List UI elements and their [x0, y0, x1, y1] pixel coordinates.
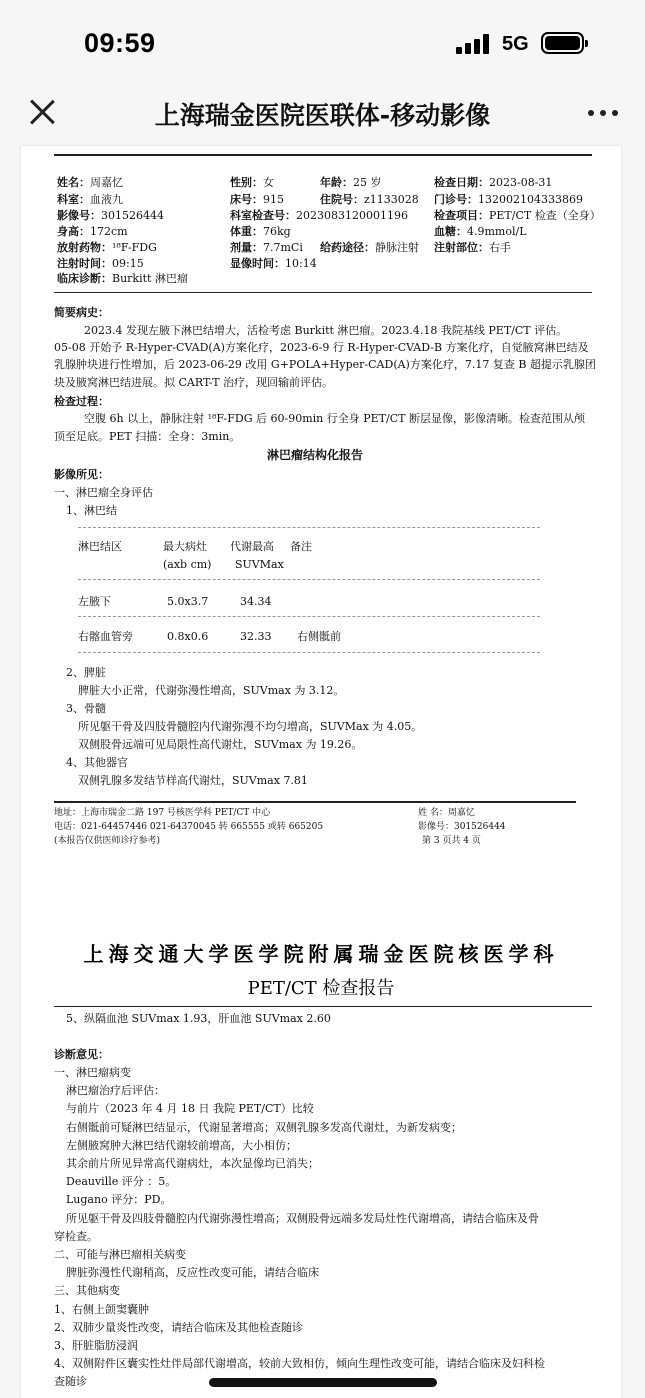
diagnosis-line: Deauville 评分 ：5。	[66, 1175, 177, 1189]
findings-subsection: 1、淋巴结	[66, 504, 117, 517]
table-header: 最大病灶	[163, 540, 207, 553]
table-cell: 左腋下	[78, 595, 111, 608]
history-line: 乳腺肿块进行性增加，后 2023-06-29 改用 G+POLA+Hyper-CAD(A)方案化疗，7.17 复查 B 超提示乳腺团	[54, 358, 596, 371]
patient-info-row: 年龄：25 岁	[320, 176, 382, 189]
footer-address: 地址：上海市瑞金二路 197 号核医学科 PET/CT 中心	[54, 808, 271, 818]
footer-rule	[54, 801, 576, 803]
footer-image-no: 影像号：301526444	[418, 822, 506, 832]
top-rule	[54, 154, 592, 156]
patient-info-row: 床号：915	[230, 193, 284, 206]
findings-subsection: 3、骨髓	[66, 702, 106, 715]
battery-icon	[541, 32, 584, 54]
status-time: 09:59	[84, 28, 156, 58]
table-header: 备注	[290, 540, 312, 553]
findings-text: 5、纵隔血池 SUVmax 1.93，肝血池 SUVmax 2.60	[66, 1012, 331, 1025]
table-cell: 34.34	[240, 595, 272, 608]
table-cell: 32.33	[240, 630, 272, 643]
patient-info-row: 放射药物：¹⁸F-FDG	[57, 241, 157, 254]
diagnosis-line: 一、淋巴瘤病变	[54, 1066, 131, 1079]
diagnosis-line: 其余前片所见异常高代谢病灶，本次显像均已消失；	[66, 1157, 319, 1170]
diagnosis-line: 3、肝脏脂肪浸润	[54, 1339, 138, 1352]
diagnosis-line: 4、双侧附件区囊实性灶伴局部代谢增高，较前大致相仿，倾向生理性改变可能，请结合临床及妇科检	[54, 1357, 545, 1371]
patient-info-row: 性别：女	[230, 176, 274, 189]
diagnosis-line: 穿检查。	[54, 1229, 98, 1243]
history-line: 块及腋窝淋巴结进展。拟 CART-T 治疗，现回输前评估。	[54, 376, 334, 389]
patient-info-row: 姓名：周嘉忆	[57, 176, 123, 189]
report-title: PET/CT 检查报告	[247, 978, 395, 999]
home-indicator[interactable]	[209, 1378, 437, 1387]
network-type: 5G	[502, 33, 529, 55]
patient-info-row: 科室检查号：2023083120001196	[230, 209, 408, 222]
diagnosis-line: 左侧腋窝肿大淋巴结代谢较前增高，大小相仿；	[66, 1138, 297, 1152]
diagnosis-line: 三、其他病变	[54, 1284, 120, 1298]
diagnosis-line: 查随诊	[54, 1375, 87, 1389]
patient-info-row: 给药途径：静脉注射	[320, 241, 419, 254]
history-title: 简要病史：	[54, 306, 109, 319]
findings-text: 所见躯干骨及四肢骨髓腔内代谢弥漫不均匀增高，SUVMax 为 4.05。	[78, 720, 423, 733]
report-heading: 淋巴瘤结构化报告	[267, 448, 364, 462]
table-cell: 右侧骶前	[297, 630, 341, 643]
nav-bar	[0, 88, 645, 146]
patient-info-row: 科室：血液九	[57, 193, 123, 206]
diagnosis-line: Lugano 评分：PD。	[66, 1193, 172, 1207]
diagnosis-line: 脾脏弥漫性代谢稍高，反应性改变可能，请结合临床	[66, 1266, 319, 1280]
patient-info-row: 检查项目：PET/CT 检查（全身）	[434, 209, 601, 222]
diagnosis-title: 诊断意见：	[54, 1048, 109, 1061]
table-rule	[78, 579, 540, 580]
patient-info-row: 显像时间：10:14	[230, 257, 317, 270]
patient-info-row: 剂量：7.7mCi	[230, 241, 303, 254]
diagnosis-line: 右侧骶前可疑淋巴结显示，代谢显著增高；双侧乳腺多发高代谢灶，为新发病变；	[66, 1120, 462, 1134]
page-title: 上海瑞金医院医联体-移动影像	[154, 101, 491, 130]
divider	[54, 1006, 592, 1007]
diagnosis-line: 所见躯干骨及四肢骨髓腔内代谢弥漫性增高；双侧股骨远端多发局灶性代谢增高，请结合临床及骨	[66, 1211, 539, 1225]
table-cell: 5.0x3.7	[167, 595, 209, 608]
history-line: 05-08 开始予 R-Hyper-CVAD(A)方案化疗，2023-6-9 行 R-Hyper-CVAD-B 方案化疗，自觉腋窝淋巴结及	[54, 341, 589, 354]
table-header: 代谢最高	[230, 540, 274, 553]
report-document[interactable]	[21, 146, 621, 1398]
diagnosis-line: 1、右侧上颌窦囊肿	[54, 1302, 149, 1316]
table-header: 淋巴结区	[78, 540, 122, 553]
footer-page: 第 3 页共 4 页	[422, 836, 481, 846]
footer-name: 姓 名：周嘉忆	[418, 808, 475, 818]
cellular-signal-icon	[456, 34, 492, 54]
patient-info-row: 血糖：4.9mmol/L	[434, 225, 527, 238]
findings-subsection: 4、其他器官	[66, 756, 128, 769]
diagnosis-line: 2、双肺少量炎性改变，请结合临床及其他检查随诊	[54, 1320, 303, 1334]
divider	[54, 292, 592, 293]
patient-info-row: 注射时间：09:15	[57, 257, 144, 270]
findings-text: 双侧乳腺多发结节样高代谢灶，SUVmax 7.81	[78, 774, 308, 787]
findings-text: 双侧股骨远端可见局限性高代谢灶，SUVmax 为 19.26。	[78, 738, 363, 751]
patient-info-row: 影像号：301526444	[57, 209, 164, 222]
table-cell: 右髂血管旁	[78, 630, 133, 643]
patient-info-row: 体重：76kg	[230, 225, 291, 238]
footer-note: (本报告仅供医师诊疗参考)	[54, 836, 161, 846]
table-cell: 0.8x0.6	[167, 630, 209, 643]
more-options-icon[interactable]	[588, 110, 620, 118]
table-rule	[78, 527, 540, 528]
patient-info-row: 门诊号：132002104333869	[434, 193, 583, 206]
diagnosis-line: 二、可能与淋巴瘤相关病变	[54, 1248, 186, 1261]
procedure-title: 检查过程：	[54, 395, 109, 408]
diagnosis-line: 淋巴瘤治疗后评估：	[66, 1084, 165, 1098]
patient-info-row: 注射部位：右手	[434, 241, 511, 254]
patient-info-row: 身高：172cm	[57, 225, 128, 238]
findings-text: 脾脏大小正常，代谢弥漫性增高，SUVmax 为 3.12。	[78, 684, 345, 697]
procedure-line: 空腹 6h 以上，静脉注射 ¹⁸F-FDG 后 60-90min 行全身 PET/CT 断层显像，影像清晰。检查范围从颅	[84, 412, 585, 425]
diagnosis-line: 与前片（2023 年 4 月 18 日 我院 PET/CT）比较	[66, 1102, 314, 1116]
findings-section: 一、淋巴瘤全身评估	[54, 486, 153, 499]
findings-title: 影像所见：	[54, 468, 109, 481]
status-bar	[0, 0, 645, 88]
findings-subsection: 2、脾脏	[66, 666, 106, 679]
patient-info-row: 检查日期：2023-08-31	[434, 176, 553, 189]
table-subheader: SUVMax	[235, 558, 284, 571]
patient-info-row: 住院号：z1133028	[320, 193, 419, 206]
history-line: 2023.4 发现左腋下淋巴结增大，活检考虑 Burkitt 淋巴瘤。2023.4.18 我院基线 PET/CT 评估。	[84, 324, 568, 337]
table-subheader: (axb cm)	[163, 558, 212, 571]
table-rule	[78, 652, 540, 653]
procedure-line: 顶至足底。PET 扫描：全身：3min。	[54, 430, 241, 443]
table-rule	[78, 616, 540, 617]
patient-info-row: 临床诊断：Burkitt 淋巴瘤	[57, 272, 188, 285]
hospital-title: 上海交通大学医学院附属瑞金医院核医学科	[83, 942, 559, 966]
footer-phone: 电话：021-64457446 021-64370045 转 665555 或转 665205	[54, 822, 324, 832]
